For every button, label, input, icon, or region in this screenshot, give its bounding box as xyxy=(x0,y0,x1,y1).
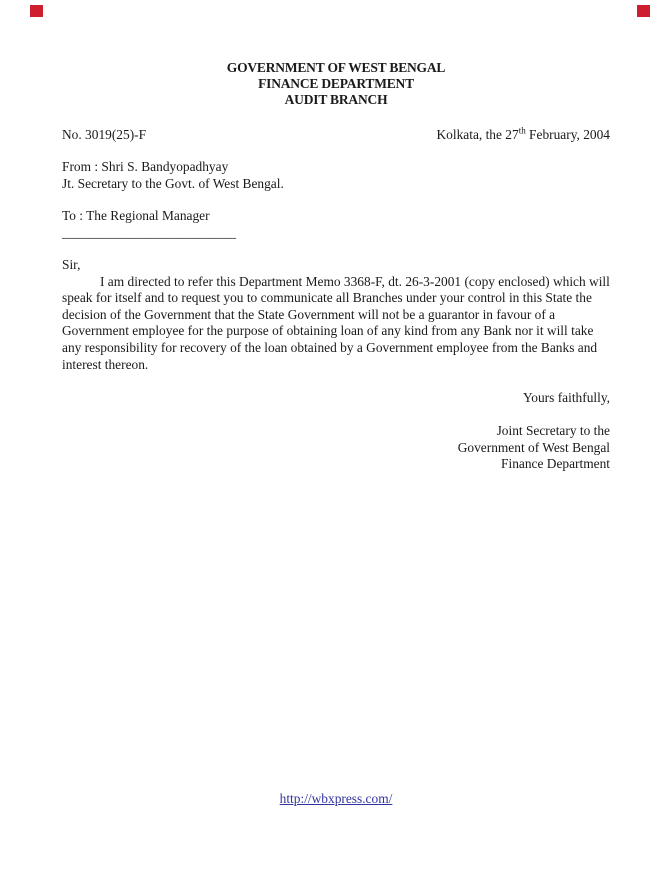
date-prefix: Kolkata, the 27 xyxy=(436,127,519,142)
from-block xyxy=(62,159,284,192)
signature-block xyxy=(62,390,610,473)
letter-body xyxy=(62,257,614,373)
to-block xyxy=(62,208,236,241)
valediction: Yours faithfully, xyxy=(522,390,610,405)
salutation: Sir, xyxy=(62,257,81,272)
footer xyxy=(0,791,672,808)
from-name-line: From : Shri S. Bandyopadhyay xyxy=(62,159,229,174)
signatory-org-line: Government of West Bengal xyxy=(457,439,610,455)
header-department-line: FINANCE DEPARTMENT xyxy=(258,76,414,91)
body-paragraph: I am directed to refer this Department Memo 3368-F, dt. 26-3-2001 (copy enclosed) which will speak for itself and to request you to communicate all Branches under your control in this State the decision of the Government that the State Government will not be a guarantor in favour of a Government employee for the purpose of obtaining loan of any kind from any Bank nor it will take any responsibility for recovery of the loan obtained by a Government employee from the Banks and interest thereon. xyxy=(62,273,610,372)
red-corner-marker-right xyxy=(637,5,650,17)
from-title-line: Jt. Secretary to the Govt. of West Bengal. xyxy=(62,175,284,191)
to-underline: __________________________ xyxy=(62,224,237,240)
red-corner-marker-left xyxy=(30,5,43,17)
signatory-title-line: Joint Secretary to the xyxy=(496,423,610,438)
header-government-line: GOVERNMENT OF WEST BENGAL xyxy=(226,60,446,75)
source-link[interactable]: http://wbxpress.com/ xyxy=(279,791,393,806)
signatory-dept-line: Finance Department xyxy=(501,456,610,471)
signature-gap xyxy=(62,407,610,424)
memo-number: No. 3019(25)-F xyxy=(62,127,147,142)
reference-row xyxy=(62,127,610,144)
header-branch-line: AUDIT BRANCH xyxy=(284,92,388,107)
letter-header xyxy=(0,60,672,108)
to-line: To : The Regional Manager xyxy=(62,208,210,223)
date-ordinal-superscript: th xyxy=(518,125,526,136)
date-suffix: February, 2004 xyxy=(525,127,610,142)
letter-date xyxy=(437,127,611,144)
